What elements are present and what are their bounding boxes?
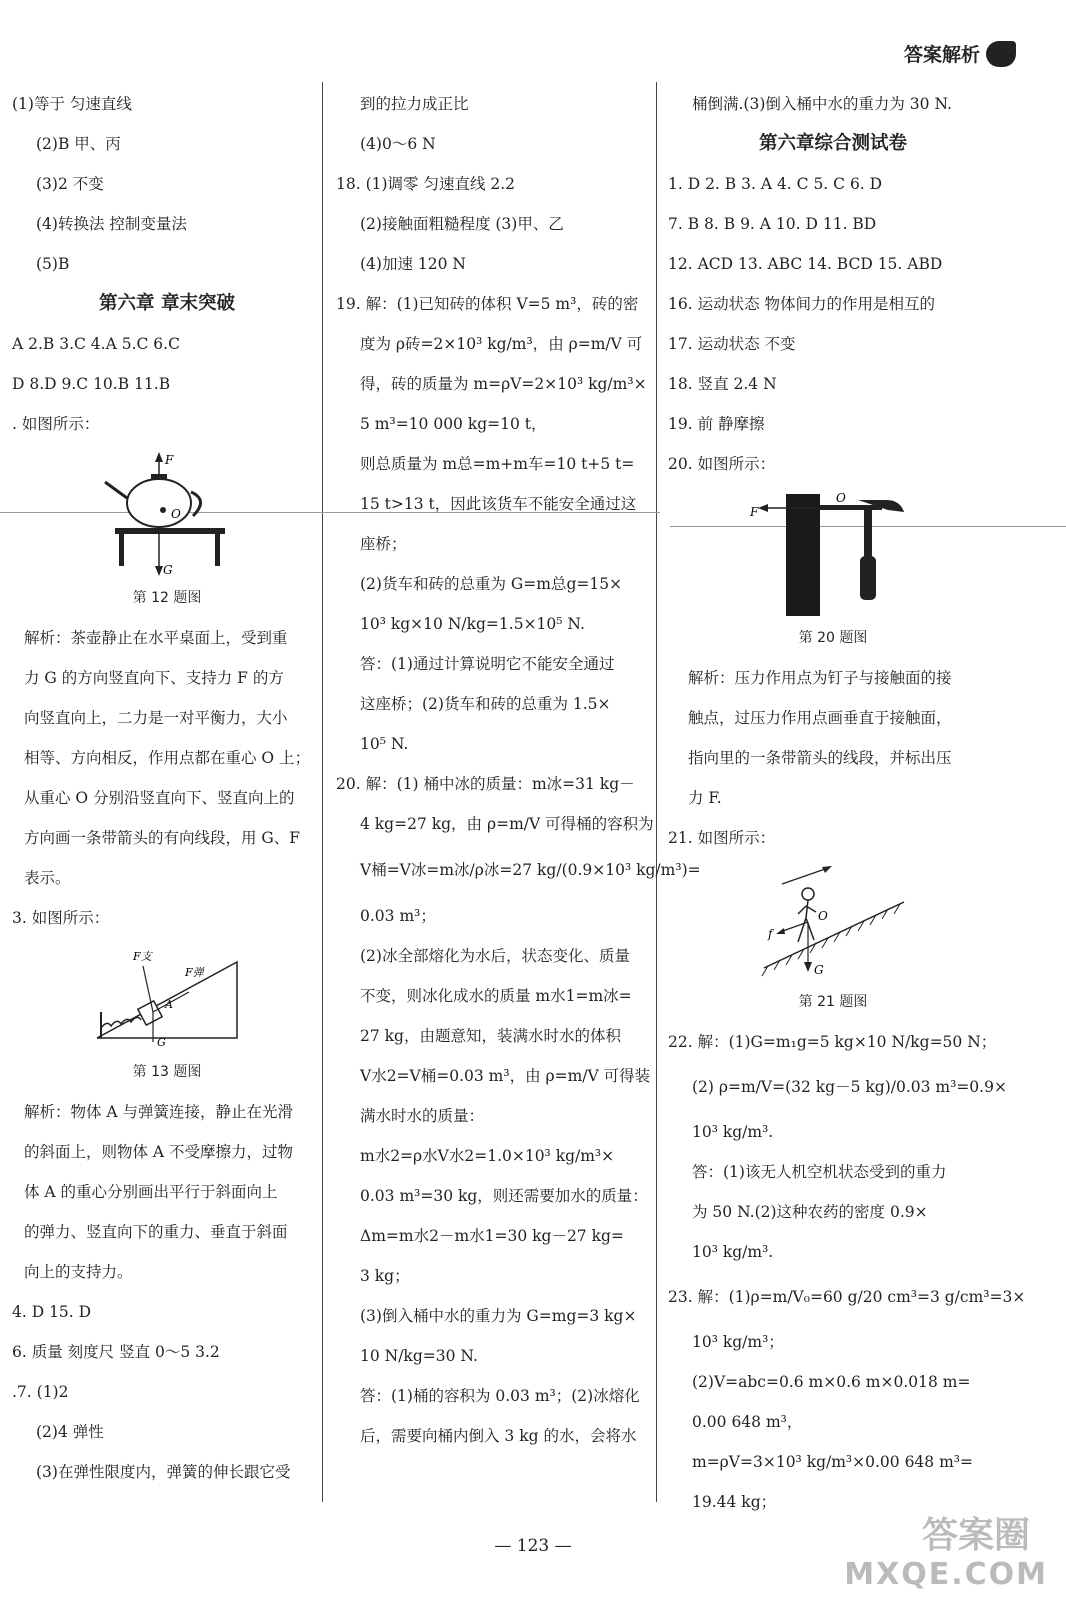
answer-line: (3)2 不变 [36, 175, 104, 193]
answer-line: 满水时水的质量： [360, 1107, 485, 1125]
teapot-figure [97, 448, 237, 578]
answer-line: 18. (1)调零 匀速直线 2.2 [336, 175, 516, 193]
answer-line: 为 50 N.(2)这种农药的密度 0.9× [692, 1203, 928, 1221]
analysis-line: 力 G 的方向竖直向下、支持力 F 的方 [24, 669, 284, 687]
answer-line: 16. 运动状态 物体间力的作用是相互的 [668, 295, 936, 313]
column-left [12, 84, 322, 1492]
label-fn: F支 [133, 950, 152, 963]
answer-line: 后，需要向桶内倒入 3 kg 的水，会将水 [360, 1427, 637, 1445]
label-o: O [171, 507, 181, 521]
answer-line: 6. 质量 刻度尺 竖直 0～5 3.2 [12, 1343, 220, 1361]
answer-line: V水2=V桶=0.03 m³，由 ρ=m/V 可得装 [360, 1067, 651, 1085]
answer-line: 12. ACD 13. ABC 14. BCD 15. ABD [668, 255, 943, 273]
analysis-line: 力 F. [688, 789, 722, 807]
answer-line: V桶=V冰=m冰/ρ冰=27 kg/(0.9×10³ kg/m³)= [360, 861, 701, 879]
column-divider-1 [322, 82, 323, 1502]
answer-line: 答：(1)桶的容积为 0.03 m³；(2)冰熔化 [360, 1387, 640, 1405]
analysis-line: 方向画一条带箭头的有向线段，用 G、F [24, 829, 301, 847]
answer-line: 5 m³=10 000 kg=10 t， [360, 415, 547, 433]
answer-line: (2)V=abc=0.6 m×0.6 m×0.018 m= [692, 1373, 971, 1391]
answer-line: m=ρV=3×10³ kg/m³×0.00 648 m³= [692, 1453, 973, 1471]
answer-line: 19.44 kg； [692, 1493, 777, 1511]
answer-line: 答：(1)该无人机空机状态受到的重力 [692, 1163, 947, 1181]
label-g: G [157, 1036, 166, 1049]
slope-figure [758, 862, 908, 982]
hammer-figure [748, 488, 918, 618]
answer-line: .7. (1)2 [12, 1383, 69, 1401]
answer-line: 桶倒满.(3)倒入桶中水的重力为 30 N. [692, 95, 952, 113]
answer-line: 0.03 m³； [360, 907, 436, 925]
column-divider-2 [656, 82, 657, 1502]
answer-line: 1. D 2. B 3. A 4. C 5. C 6. D [668, 175, 883, 193]
answer-line: (2)B 甲、丙 [36, 135, 121, 153]
answer-line: (2)货车和砖的总重为 G=m总g=15× [360, 575, 623, 593]
watermark-logo: 答案圈 [921, 1515, 1030, 1556]
answer-line: 10³ kg/m³. [692, 1123, 774, 1141]
section-title: 第六章 章末突破 [99, 293, 235, 314]
answer-line: 得，砖的质量为 m=ρV=2×10³ kg/m³× [360, 375, 647, 393]
answer-line: 4 kg=27 kg，由 ρ=m/V 可得桶的容积为 [360, 815, 654, 833]
answer-line: 7. B 8. B 9. A 10. D 11. BD [668, 215, 877, 233]
watermark-url: MXQE.COM [844, 1557, 1048, 1592]
question-intro: 3. 如图所示： [12, 909, 110, 927]
analysis-line: 解析：物体 A 与弹簧连接，静止在光滑 [24, 1103, 294, 1121]
answer-line: (3)倒入桶中水的重力为 G=mg=3 kg× [360, 1307, 637, 1325]
analysis-line: 解析：茶壶静止在水平桌面上，受到重 [24, 629, 288, 647]
analysis-line: 的斜面上，则物体 A 不受摩擦力，过物 [24, 1143, 294, 1161]
answer-line: (1)等于 匀速直线 [12, 95, 132, 113]
question-intro: . 如图所示： [12, 415, 100, 433]
analysis-line: 的弹力、竖直向下的重力、垂直于斜面 [24, 1223, 288, 1241]
answer-line: 度为 ρ砖=2×10³ kg/m³，由 ρ=m/V 可 [360, 335, 643, 353]
label-ft: F弹 [185, 966, 204, 979]
answer-line: 20. 解：(1) 桶中冰的质量：m冰=31 kg－ [336, 775, 635, 793]
answer-line: 到的拉力成正比 [360, 95, 469, 113]
column-middle [336, 84, 701, 1456]
analysis-line: 表示。 [24, 869, 71, 887]
answer-line: m水2=ρ水V水2=1.0×10³ kg/m³× [360, 1147, 615, 1165]
answer-line: 23. 解：(1)ρ=m/V₀=60 g/20 cm³=3 g/cm³=3× [668, 1288, 1026, 1306]
figure-caption: 第 12 题图 [132, 590, 202, 606]
answer-line: (2)冰全部熔化为水后，状态变化、质量 [360, 947, 630, 965]
answer-line: (3)在弹性限度内，弹簧的伸长跟它受 [36, 1463, 291, 1481]
answer-line: Δm=m水2－m水1=30 kg－27 kg= [360, 1227, 624, 1245]
answer-line: 0.03 m³=30 kg，则还需要加水的质量： [360, 1187, 648, 1205]
answer-line: 座桥； [360, 535, 407, 553]
answer-line: (4)0～6 N [360, 135, 436, 153]
analysis-line: 触点，过压力作用点画垂直于接触面， [688, 709, 952, 727]
answer-line: 10 N/kg=30 N. [360, 1347, 478, 1365]
label-o: O [818, 909, 828, 923]
header [904, 40, 1016, 67]
answer-line: 15 t>13 t，因此该货车不能安全通过这 [360, 495, 637, 513]
answer-line: 10⁵ N. [360, 735, 409, 753]
analysis-line: 相等、方向相反，作用点都在重心 O 上； [24, 749, 311, 767]
answer-line: 10³ kg/m³； [692, 1333, 784, 1351]
answer-line: 18. 竖直 2.4 N [668, 375, 777, 393]
label-g: G [163, 563, 173, 577]
answer-line: (2)接触面粗糙程度 (3)甲、乙 [360, 215, 564, 233]
label-g: G [814, 963, 824, 977]
answer-line: 10³ kg×10 N/kg=1.5×10⁵ N. [360, 615, 585, 633]
answer-line: 答：(1)通过计算说明它不能安全通过 [360, 655, 615, 673]
analysis-line: 指向里的一条带箭头的线段，并标出压 [688, 749, 952, 767]
answer-line: 则总质量为 m总=m+m车=10 t+5 t= [360, 455, 635, 473]
label-a: A [165, 998, 173, 1011]
analysis-line: 解析：压力作用点为钉子与接触面的接 [688, 669, 952, 687]
figure-caption: 第 21 题图 [798, 994, 868, 1010]
answer-line: 0.00 648 m³， [692, 1413, 803, 1431]
answer-line: 17. 运动状态 不变 [668, 335, 796, 353]
question-intro: 21. 如图所示： [668, 829, 776, 847]
incline-figure [87, 942, 247, 1052]
analysis-line: 向竖直向上，二力是一对平衡力，大小 [24, 709, 288, 727]
label-o: O [836, 491, 846, 505]
column-right [668, 84, 1026, 1522]
figure-caption: 第 20 题图 [798, 630, 868, 646]
analysis-line: 体 A 的重心分别画出平行于斜面向上 [24, 1183, 278, 1201]
answer-line: 3 kg； [360, 1267, 410, 1285]
label-f: F [165, 453, 174, 467]
header-mark-icon [986, 41, 1016, 67]
answer-line: 这座桥；(2)货车和砖的总重为 1.5× [360, 695, 611, 713]
answer-line: (4)转换法 控制变量法 [36, 215, 187, 233]
analysis-line: 向上的支持力。 [24, 1263, 133, 1281]
answer-line: D 8.D 9.C 10.B 11.B [12, 375, 171, 393]
analysis-line: 从重心 O 分别沿竖直向下、竖直向上的 [24, 789, 295, 807]
answer-line: 27 kg，由题意知，装满水时水的体积 [360, 1027, 621, 1045]
label-f: F [750, 505, 759, 519]
answer-line: 22. 解：(1)G=m₁g=5 kg×10 N/kg=50 N； [668, 1033, 997, 1051]
label-f: f [768, 927, 773, 941]
question-intro: 20. 如图所示： [668, 455, 776, 473]
header-title: 答案解析 [903, 44, 980, 66]
section-title: 第六章综合测试卷 [758, 133, 907, 154]
answer-line: (2)4 弹性 [36, 1423, 104, 1441]
answer-line: 10³ kg/m³. [692, 1243, 774, 1261]
figure-caption: 第 13 题图 [132, 1064, 202, 1080]
answer-line: 19. 前 静摩擦 [668, 415, 765, 433]
answer-line: (2) ρ=m/V=(32 kg－5 kg)/0.03 m³=0.9× [692, 1078, 1007, 1096]
answer-line: (4)加速 120 N [360, 255, 466, 273]
answer-line: 4. D 15. D [12, 1303, 92, 1321]
answer-line: 不变，则冰化成水的质量 m水1=m冰= [360, 987, 632, 1005]
page-number: — 123 — [494, 1536, 572, 1556]
answer-line: (5)B [36, 255, 70, 273]
answer-line: 19. 解：(1)已知砖的体积 V=5 m³，砖的密 [336, 295, 639, 313]
answer-line: A 2.B 3.C 4.A 5.C 6.C [12, 335, 180, 353]
